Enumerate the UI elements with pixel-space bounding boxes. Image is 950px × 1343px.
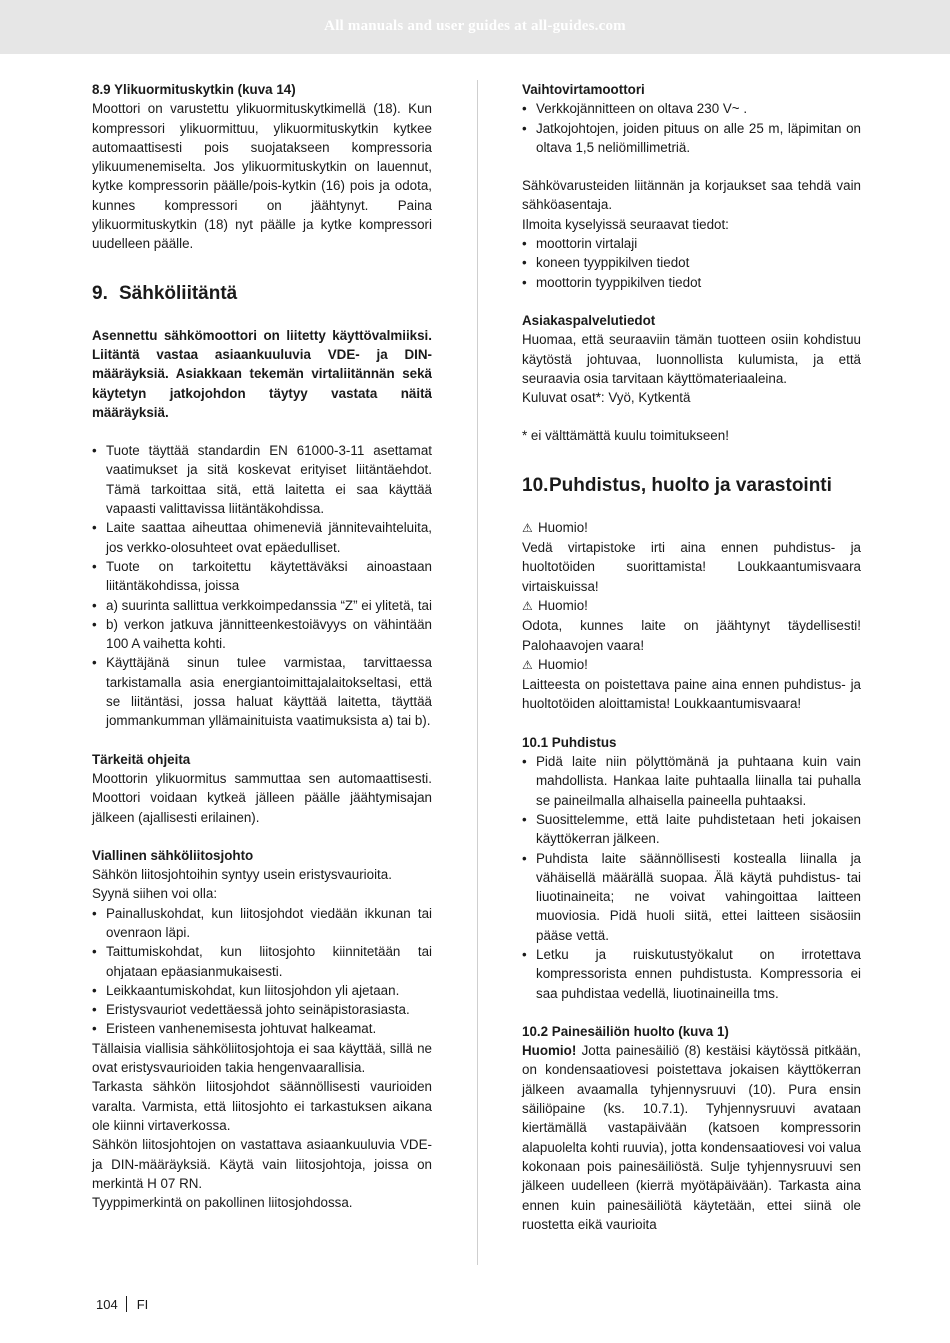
paragraph-faulty-2: Tarkasta sähkön liitosjohdot säännöllisesti vaurioiden varalta. Varmista, että liitosjohto ei tarkastuksen aikana ole kiinni virtaverkossa. xyxy=(92,1079,432,1133)
heading-10-1: 10.1 Puhdistus xyxy=(522,734,617,750)
list-item: • Laite saattaa aiheuttaa ohimeneviä jännitevaihteluita, jos verkko-olosuhteet ovat epäedulliset. xyxy=(92,518,432,557)
left-column xyxy=(92,80,432,1212)
paragraph-10-2-body: Jotta painesäiliö (8) kestäisi käytössä pitkään, on kondensaatiovesi poistettava jokaisen käyttökerran jälkeen avaamalla tyhjennysruuvi (10). Pura ensin säiliöpaine (ks. 10.7.1). Tyhjennysruuvi avataan kiertämällä vastapäivään (katsoen kompressorin alapuolelta kohti ruuvia), jotta kondensaatiovesi voi valua kokonaan pois painesäiliöstä. Sulje tyhjennysruuvi sen jälkeen uudelleen (kierrä myötäpäivään). Tarkasta aina ennen kuin painesäiliötä käytetään, ettei siinä ole ruostetta eikä vaurioita xyxy=(522,1043,861,1232)
paragraph-10-2 xyxy=(522,1041,861,1234)
paragraph-electrical-2: Ilmoita kyselyissä seuraavat tiedot: xyxy=(522,216,729,232)
warning-text: Odota, kunnes laite on jäähtynyt täydellisesti! Palohaavojen vaara! xyxy=(522,618,861,653)
list-item: • Käyttäjänä sinun tulee varmistaa, tarvittaessa tarkistamalla asia energiantoimittajalaitokseltasi, että se liitäntäsi, jossa haluat käyttää laitetta, täyttää jommankumman yllämainituista vaatimuksista a) tai b). xyxy=(92,653,432,730)
paragraph-faulty-intro: Sähkön liitosjohtoihin syntyy usein eristysvaurioita. xyxy=(92,867,392,883)
list-item: • Pidä laite niin pölyttömänä ja puhtaana kuin vain mahdollista. Hankaa laite puhtaalla liinalla tai puhalla se paineilmalla alhaisella paineella puhtaaksi. xyxy=(522,752,861,810)
list-item: • Eristeen vanhenemisesta johtuvat halkeamat. xyxy=(92,1019,432,1038)
heading-9 xyxy=(92,282,432,306)
list-9 xyxy=(92,441,432,730)
paragraph-10-2-lead: Huomio! xyxy=(522,1043,577,1059)
intro-9-bold: Asennettu sähkömoottori on liitetty käyttövalmiiksi. Liitäntä vastaa asiaankuuluvia VDE- ja DIN-määräyksiä. Asiakkaan tekemän virtaliitännän sekä käytetyn jatkojohdon täytyy vastata näitä määräyksiä. xyxy=(92,327,432,420)
paragraph-8-9: Moottori on varustettu ylikuormituskytkimellä (18). Kun kompressori ylikuormittuu, ylikuormituskytkin kytkee automaattisesti pois suojatakseen kompressoria ylikuumenemiselta. Jos ylikuormituskytkin on lauennut, kytke kompressorin päälle/pois-kytkin (16) pois ja odota, kunnes kompressori on jäähtynyt. Paina ylikuormituskytkin (18) nyt päälle ja kytke kompressori uudelleen päälle. xyxy=(92,101,432,252)
heading-ac-motor: Vaihtovirtamoottori xyxy=(522,82,645,97)
list-item: • b) verkon jatkuva jännitteenkestoiävyys on vähintään 100 A vaihetta kohti. xyxy=(92,615,432,654)
list-item: • Letku ja ruiskutustyökalut on irrotettava kompressorista ennen puhdistusta. Kompressoria ei saa puhdistaa vedellä, liuotinaineilla tms. xyxy=(522,945,861,1003)
heading-10-number: 10. xyxy=(522,474,549,496)
warning-label-text: Huomio! xyxy=(538,656,588,672)
list-item: • Painalluskohdat, kun liitosjohdot viedään ikkunan tai ovenraon läpi. xyxy=(92,904,432,943)
footnote: * ei välttämättä kuulu toimitukseen! xyxy=(522,428,729,444)
warning-label xyxy=(522,518,861,538)
list-electrical xyxy=(522,234,861,292)
list-faulty-cable xyxy=(92,904,432,1039)
page-number: 104 xyxy=(96,1296,118,1312)
heading-10-title: Puhdistus, huolto ja varastointi xyxy=(549,474,832,496)
warning-label xyxy=(522,596,861,616)
right-column xyxy=(522,80,861,1234)
paragraph-faulty-1: Tällaisia viallisia sähköliitosjohtoja ei saa käyttää, sillä ne ovat eristysvaurioiden takia hengenvaarallisia. xyxy=(92,1040,432,1076)
list-ac-motor xyxy=(522,99,861,157)
list-item: • Eristysvauriot vedettäessä johto seinäpistorasiasta. xyxy=(92,1000,432,1019)
footer-separator xyxy=(126,1296,127,1312)
warning-text: Vedä virtapistoke irti aina ennen puhdistus- ja huoltotöiden suorittamista! Loukkaantumisvaara virtaiskuissa! xyxy=(522,540,861,594)
list-item: • Puhdista laite säännöllisesti kostealla liinalla ja vähäisellä määrällä suopaa. Älä käytä puhdistus- tai liuotinaineita; ne voivat vahingoittaa laitteen muoviosia. Pidä huoli siitä, ettei laitteen sisäosiin pääse vettä. xyxy=(522,849,861,945)
list-10-1 xyxy=(522,752,861,1003)
list-item: • Suosittelemme, että laite puhdistetaan heti jokaisen käyttökerran jälkeen. xyxy=(522,810,861,849)
paragraph-electrical-1: Sähkövarusteiden liitännän ja korjaukset saa tehdä vain sähköasentaja. xyxy=(522,178,861,213)
warning-triangle-icon: ⚠ xyxy=(522,598,533,613)
heading-customer-service: Asiakaspalvelutiedot xyxy=(522,312,656,328)
list-item: • Tuote on tarkoitettu käytettäväksi ainoastaan liitäntäkohdissa, joissa xyxy=(92,557,432,596)
heading-faulty-cable: Viallinen sähköliitosjohto xyxy=(92,847,254,863)
warning-triangle-icon: ⚠ xyxy=(522,657,533,672)
list-item: • a) suurinta sallittua verkkoimpedanssia “Z” ei ylitetä, tai xyxy=(92,596,432,615)
warning-label-text: Huomio! xyxy=(538,597,588,613)
list-item: • moottorin virtalaji xyxy=(522,234,861,253)
top-banner xyxy=(0,0,950,54)
paragraph-customer-service: Huomaa, että seuraaviin tämän tuotteen osiin kohdistuu käytöstä johtuvaa, luonnollista kulumista, ja että seuraavia osia tarvitaan käyttömateriaaleina. xyxy=(522,332,861,386)
banner-text: All manuals and user guides at all-guides.com xyxy=(324,18,626,34)
paragraph-faulty-3: Sähkön liitosjohtojen on vastattava asiaankuuluvia VDE- ja DIN-määräyksiä. Käytä vain liitosjohtoja, joissa on merkintä H 07 RN. xyxy=(92,1137,432,1191)
list-item: • Taittumiskohdat, kun liitosjohto kiinnitetään tai ohjataan epäasianmukaisesti. xyxy=(92,942,432,981)
warning-triangle-icon: ⚠ xyxy=(522,520,533,535)
warning-text: Laitteesta on poistettava paine aina ennen puhdistus- ja huoltotöiden aloittamista! Loukkaantumisvaara! xyxy=(522,677,861,712)
language-code: FI xyxy=(136,1296,149,1312)
heading-important: Tärkeitä ohjeita xyxy=(92,751,191,767)
paragraph-important: Moottorin ylikuormitus sammuttaa sen automaattisesti. Moottori voidaan kytkeä jälleen päälle jäähtymisajan jälkeen (ajallisesti erilainen). xyxy=(92,770,432,825)
heading-10-2: 10.2 Painesäiliön huolto (kuva 1) xyxy=(522,1023,729,1039)
heading-10 xyxy=(522,474,861,498)
page-footer xyxy=(96,1296,148,1312)
column-divider xyxy=(477,80,478,1265)
list-item: • koneen tyyppikilven tiedot xyxy=(522,253,861,272)
list-item: • moottorin tyyppikilven tiedot xyxy=(522,273,861,292)
list-item: • Verkkojännitteen on oltava 230 V~ . xyxy=(522,99,861,118)
warning-label-text: Huomio! xyxy=(538,519,588,535)
list-item: • Leikkaantumiskohdat, kun liitosjohdon yli ajetaan. xyxy=(92,981,432,1000)
paragraph-faulty-reasons: Syynä siihen voi olla: xyxy=(92,886,218,902)
heading-8-9: 8.9 Ylikuormituskytkin (kuva 14) xyxy=(92,82,296,97)
list-item: • Tuote täyttää standardin EN 61000-3-11 asettamat vaatimukset ja sitä koskevat erityiset liitäntäehdot. Tämä tarkoittaa sitä, että laitetta ei saa käyttää vapaasti valittavissa liitäntäkohdissa. xyxy=(92,441,432,518)
heading-9-number: 9. xyxy=(92,282,108,304)
list-item: • Jatkojohtojen, joiden pituus on alle 25 m, läpimitan on oltava 1,5 neliömillimetriä. xyxy=(522,119,861,158)
paragraph-wear-parts: Kuluvat osat*: Vyö, Kytkentä xyxy=(522,390,691,406)
paragraph-faulty-4: Tyyppimerkintä on pakollinen liitosjohdossa. xyxy=(92,1195,353,1211)
warning-label xyxy=(522,655,861,675)
heading-9-title: Sähköliitäntä xyxy=(119,282,238,304)
